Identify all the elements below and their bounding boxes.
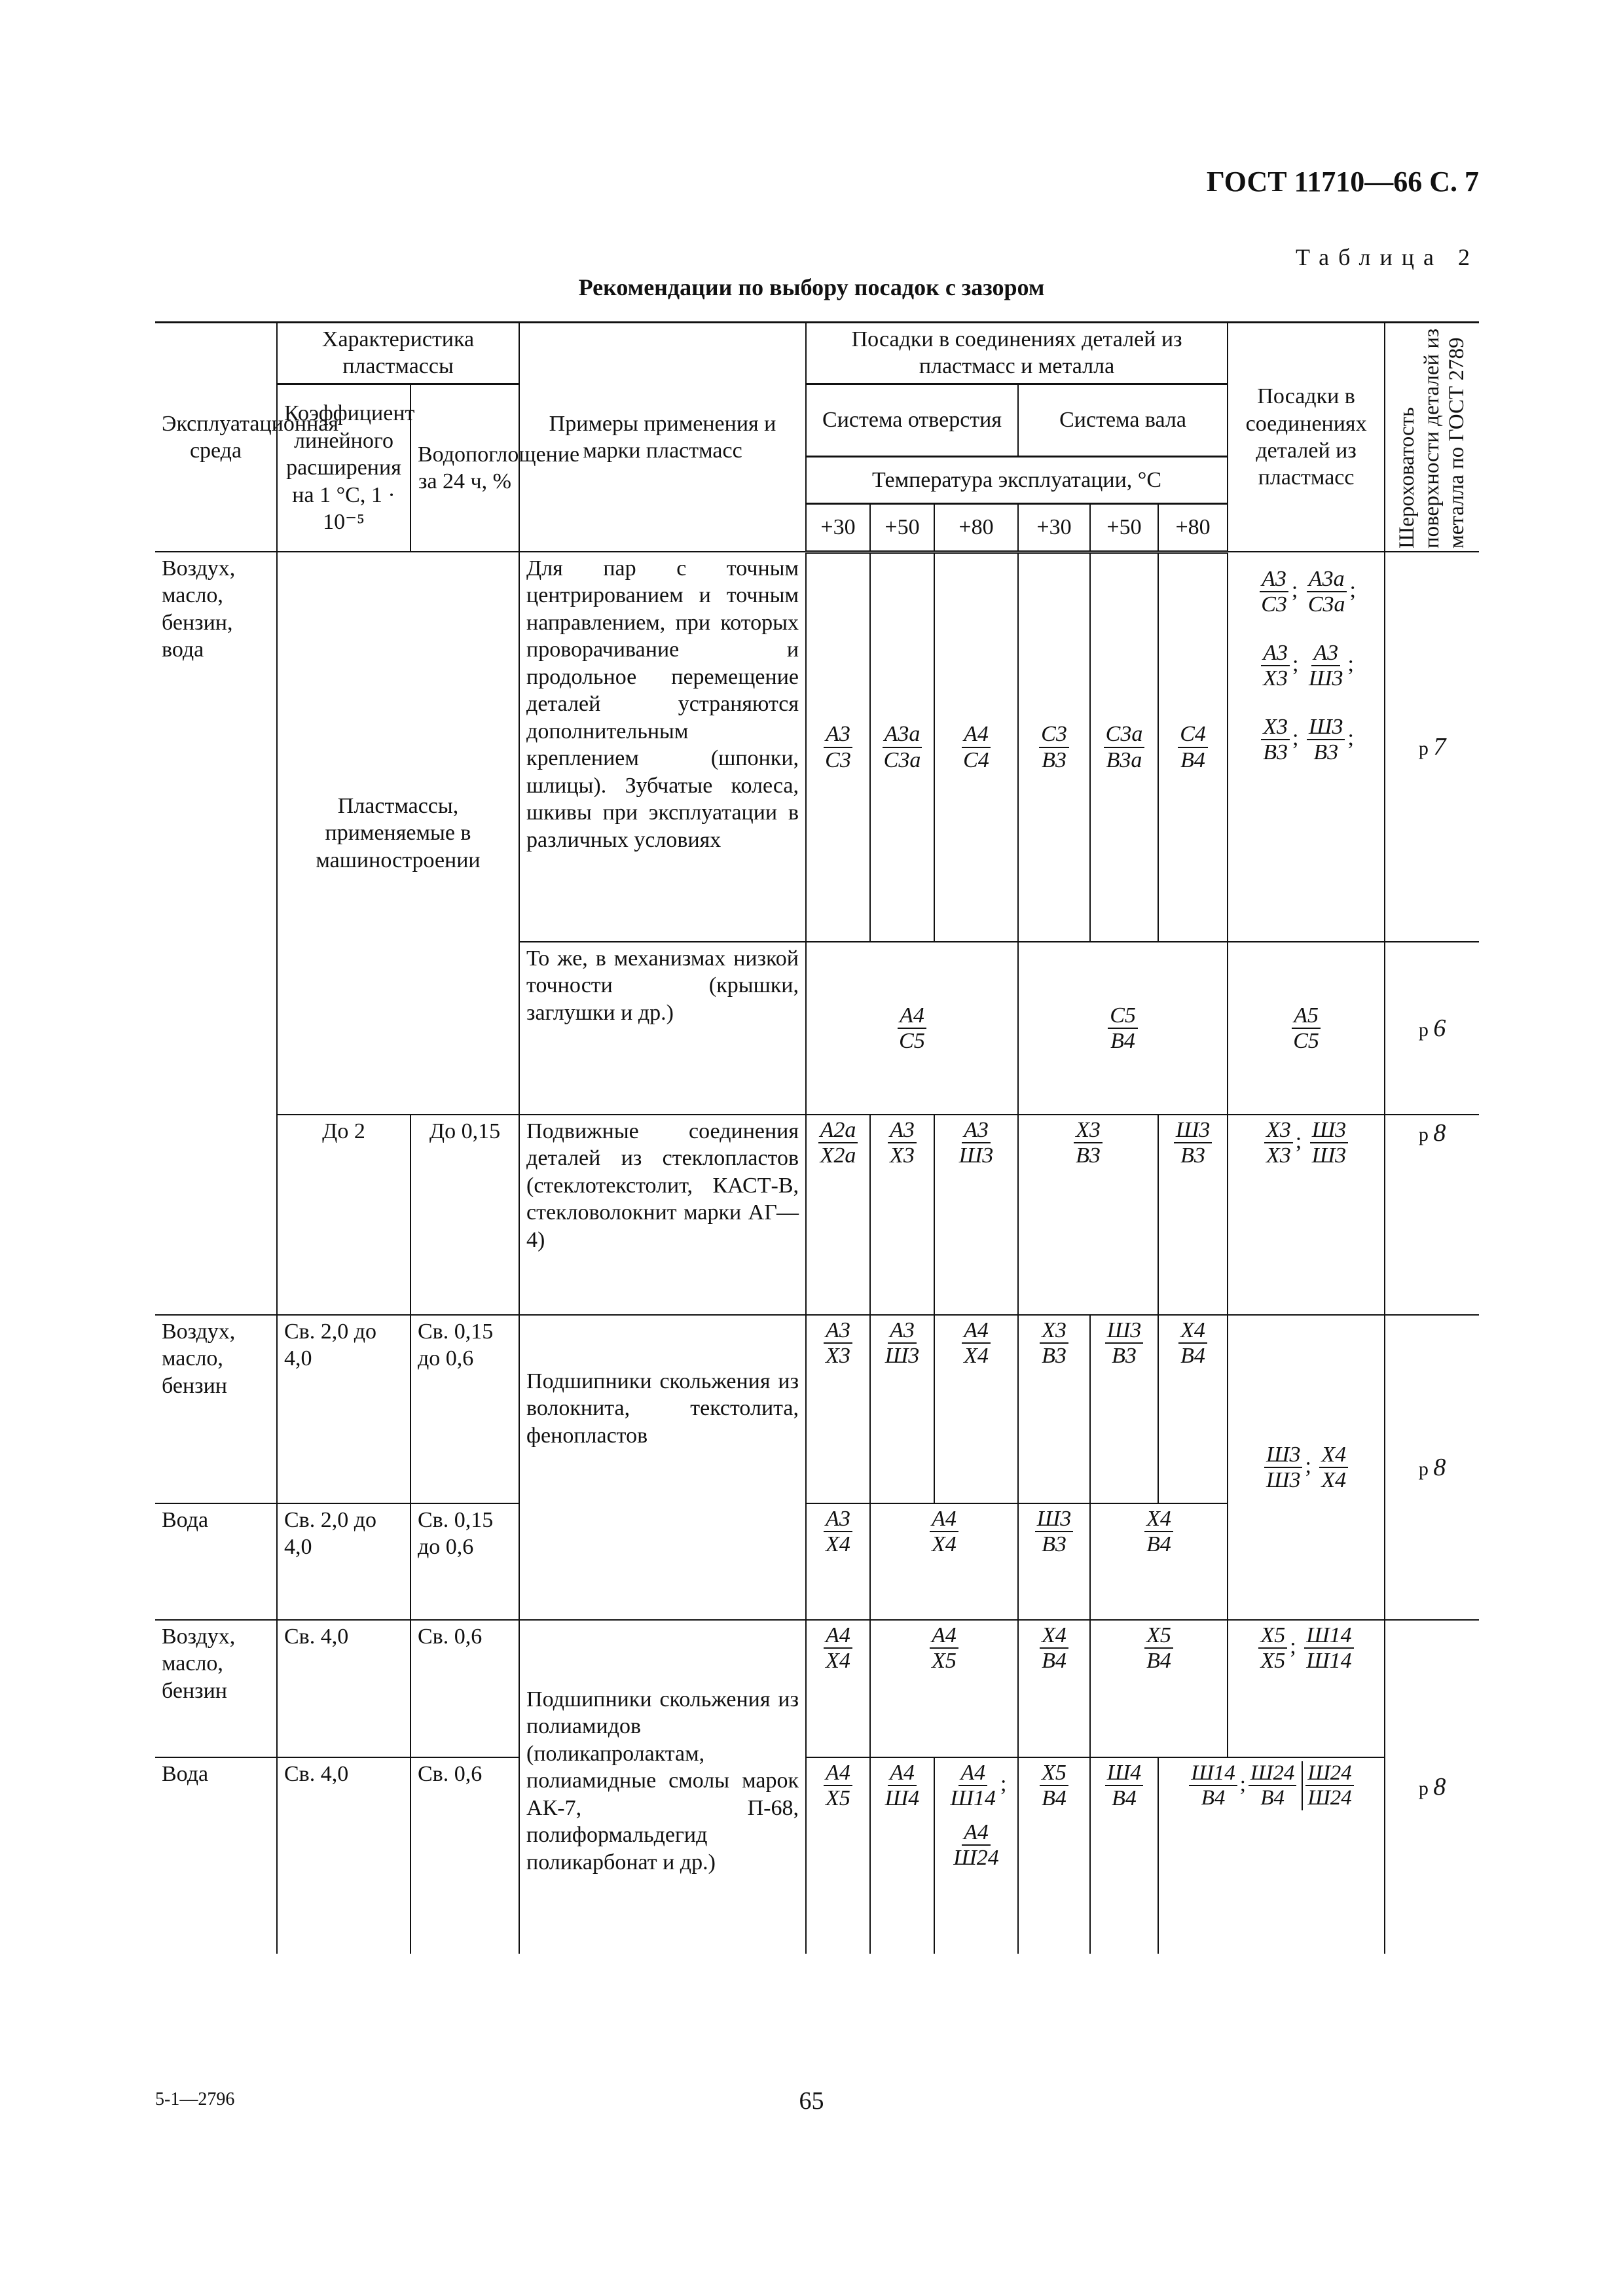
temp-cell: +80	[934, 503, 1018, 552]
coef-cell: До 2	[277, 1115, 410, 1315]
page-number: 65	[799, 2087, 824, 2115]
fit-cell: $\frac{А4}{Х5}$	[806, 1757, 870, 1954]
fit-cell: $\frac{Ш4}{В4}$	[1090, 1757, 1158, 1954]
fit-cell: $\frac{С5}{В4}$	[1018, 942, 1228, 1115]
fit-cell: $\frac{Х3}{В3}$	[1018, 1115, 1158, 1315]
env-cell: Вода	[155, 1503, 277, 1620]
table-row	[155, 1620, 1479, 1757]
env-cell: Воздух, масло, бензин	[155, 1620, 277, 1757]
fit-cell: $\frac{С3а}{В3а}$	[1090, 552, 1158, 942]
pp-fits-cell: $\frac{Ш3}{Ш3}$ ; $\frac{Х4}{Х4}$	[1228, 1315, 1385, 1620]
roughness-cell: р 8	[1385, 1115, 1479, 1315]
env-cell	[155, 1115, 277, 1315]
fit-cell: $\frac{Х4}{В4}$	[1090, 1503, 1228, 1620]
fit-cell: $\frac{Х5}{В4}$	[1090, 1620, 1228, 1757]
fit-cell: $\frac{А4}{Ш4}$	[870, 1757, 934, 1954]
footer-code: 5-1—2796	[155, 2089, 235, 2109]
coef-cell: Св. 2,0 до 4,0	[277, 1315, 410, 1503]
temp-cell: +30	[806, 503, 870, 552]
fit-cell: $\frac{А4}{Х5}$	[870, 1620, 1018, 1757]
plastics-cell: Пластмассы, применяемые в машиностроении	[277, 552, 519, 1115]
col-examples: Примеры применения и марки пластмасс	[519, 323, 806, 552]
fit-cell: $\frac{Х4}{В4}$	[1018, 1620, 1090, 1757]
fit-cell: $\frac{Х5}{В4}$	[1018, 1757, 1090, 1954]
temp-cell: +80	[1158, 503, 1228, 552]
fit-cell: $\frac{Ш3}{В3}$	[1158, 1115, 1228, 1315]
pp-fits-cell: $\frac{Х3}{Х3}$ ; $\frac{Ш3}{Ш3}$	[1228, 1115, 1385, 1315]
col-roughness	[1385, 323, 1479, 552]
fit-cell: $\frac{А3}{Х3}$	[806, 1315, 870, 1503]
water-cell: Св. 0,15 до 0,6	[410, 1503, 519, 1620]
col-temperature: Температура эксплуатации, °С	[806, 456, 1228, 503]
fit-cell: $\frac{А3}{Ш3}$	[870, 1315, 934, 1503]
fit-cell: $\frac{А4}{С4}$	[934, 552, 1018, 942]
col-shaft-system: Система вала	[1018, 384, 1228, 456]
fit-cell: $\frac{А3а}{С3а}$	[870, 552, 934, 942]
table-row	[155, 1115, 1479, 1315]
coef-cell: Св. 4,0	[277, 1620, 410, 1757]
example-cell: Для пар с точным центрированием и точным направлением, при которых проворачивание и продольное перемещение деталей устраняются дополнительным креплением (шпонки, шлицы). Зубчатые колеса, шкивы при эксплуатации в различных условиях	[519, 552, 806, 942]
col-plastic-metal: Посадки в соединениях деталей из пластмасс и металла	[806, 323, 1228, 384]
roughness-cell: р 7	[1385, 552, 1479, 942]
fit-cell: $\frac{Ш3}{В3}$	[1090, 1315, 1158, 1503]
table-row	[155, 1757, 1479, 1954]
col-coef: Коэффициент линейного расширения на 1 °С, 1 · 10⁻⁵	[277, 384, 410, 552]
fit-cell: $\frac{А3}{Ш3}$	[934, 1115, 1018, 1315]
document-reference: ГОСТ 11710—66 С. 7	[1206, 166, 1479, 198]
coef-cell: Св. 2,0 до 4,0	[277, 1503, 410, 1620]
water-cell: Св. 0,15 до 0,6	[410, 1315, 519, 1503]
water-cell: До 0,15	[410, 1115, 519, 1315]
env-cell: Воздух, масло, бензин	[155, 1315, 277, 1503]
col-water: Водопоглощение за 24 ч, %	[410, 384, 519, 552]
fit-cell: $\frac{А4}{С5}$	[806, 942, 1018, 1115]
fit-cell: $\frac{А4}{Х4}$	[870, 1503, 1018, 1620]
water-cell: Св. 0,6	[410, 1757, 519, 1954]
fit-cell: $\frac{Х3}{В3}$	[1018, 1315, 1090, 1503]
pp-fits-cell: $\frac{А3}{С3}$ ; $\frac{А3а}{С3а}$ ; $\frac{А3}{Х3}$ ; $\frac{А3}{Ш3}$ ; $\frac{Х3}{В3}$ ; $\frac{Ш3}{В3}$ ;	[1228, 552, 1385, 942]
fit-cell: $\frac{С4}{В4}$	[1158, 552, 1228, 942]
env-cell: Вода	[155, 1757, 277, 1954]
fit-cell: $\frac{А3}{С3}$	[806, 552, 870, 942]
fit-cell: $\frac{Ш3}{В3}$	[1018, 1503, 1090, 1620]
example-cell: Подшипники скольжения из волокнита, текстолита, фенопластов	[519, 1315, 806, 1620]
combo-fits-cell: $\frac{Ш14}{В4}$ ; $\frac{Ш24}{В4}$ $\frac{Ш24}{Ш24}$	[1158, 1757, 1385, 1954]
roughness-cell: р 8	[1385, 1620, 1479, 1954]
roughness-header-text: Шероховатость поверхности деталей из металла по ГОСТ 2789	[1395, 328, 1468, 548]
pp-fits-cell: $\frac{А5}{С5}$	[1228, 942, 1385, 1115]
fit-cell: $\frac{А4}{Ш14}$ ; $\frac{А4}{Ш24}$	[934, 1757, 1018, 1954]
table-label: Таблица 2	[1296, 244, 1479, 270]
roughness-cell: р 8	[1385, 1315, 1479, 1620]
col-env: Эксплуатационная среда	[155, 323, 277, 552]
coef-cell: Св. 4,0	[277, 1757, 410, 1954]
temp-cell: +50	[1090, 503, 1158, 552]
col-plastic-plastic: Посадки в соединениях деталей из пластмасс	[1228, 323, 1385, 552]
water-cell: Св. 0,6	[410, 1620, 519, 1757]
roughness-cell: р 6	[1385, 942, 1479, 1115]
fit-cell: $\frac{А3}{Х3}$	[870, 1115, 934, 1315]
fit-cell: $\frac{А4}{Х4}$	[806, 1620, 870, 1757]
temp-cell: +50	[870, 503, 934, 552]
table-row	[155, 552, 1479, 942]
table-row	[155, 1315, 1479, 1503]
example-cell: То же, в механизмах низкой точности (крышки, заглушки и др.)	[519, 942, 806, 1115]
example-cell: Подвижные соединения деталей из стеклопластов (стеклотекстолит, КАСТ-В, стекловолокнит марки АГ—4)	[519, 1115, 806, 1315]
fit-cell: $\frac{А2а}{Х2а}$	[806, 1115, 870, 1315]
fit-cell: $\frac{А4}{Х4}$	[934, 1315, 1018, 1503]
table-title: Рекомендации по выбору посадок с зазором	[578, 274, 1045, 300]
example-cell: Подшипники скольжения из полиамидов (поликапролактам, полиамидные смолы марок АК-7, П-68, полиформальдегид поликарбонат и др.)	[519, 1620, 806, 1954]
env-cell: Воздух, масло, бензин, вода	[155, 552, 277, 1115]
col-characteristic: Характеристика пластмассы	[277, 323, 519, 384]
fit-cell: $\frac{С3}{В3}$	[1018, 552, 1090, 942]
fit-cell: $\frac{Х4}{В4}$	[1158, 1315, 1228, 1503]
fits-table	[155, 321, 1479, 1954]
col-hole-system: Система отверстия	[806, 384, 1018, 456]
pp-fits-cell: $\frac{Х5}{Х5}$ ; $\frac{Ш14}{Ш14}$	[1228, 1620, 1385, 1757]
temp-cell: +30	[1018, 503, 1090, 552]
fit-cell: $\frac{А3}{Х4}$	[806, 1503, 870, 1620]
